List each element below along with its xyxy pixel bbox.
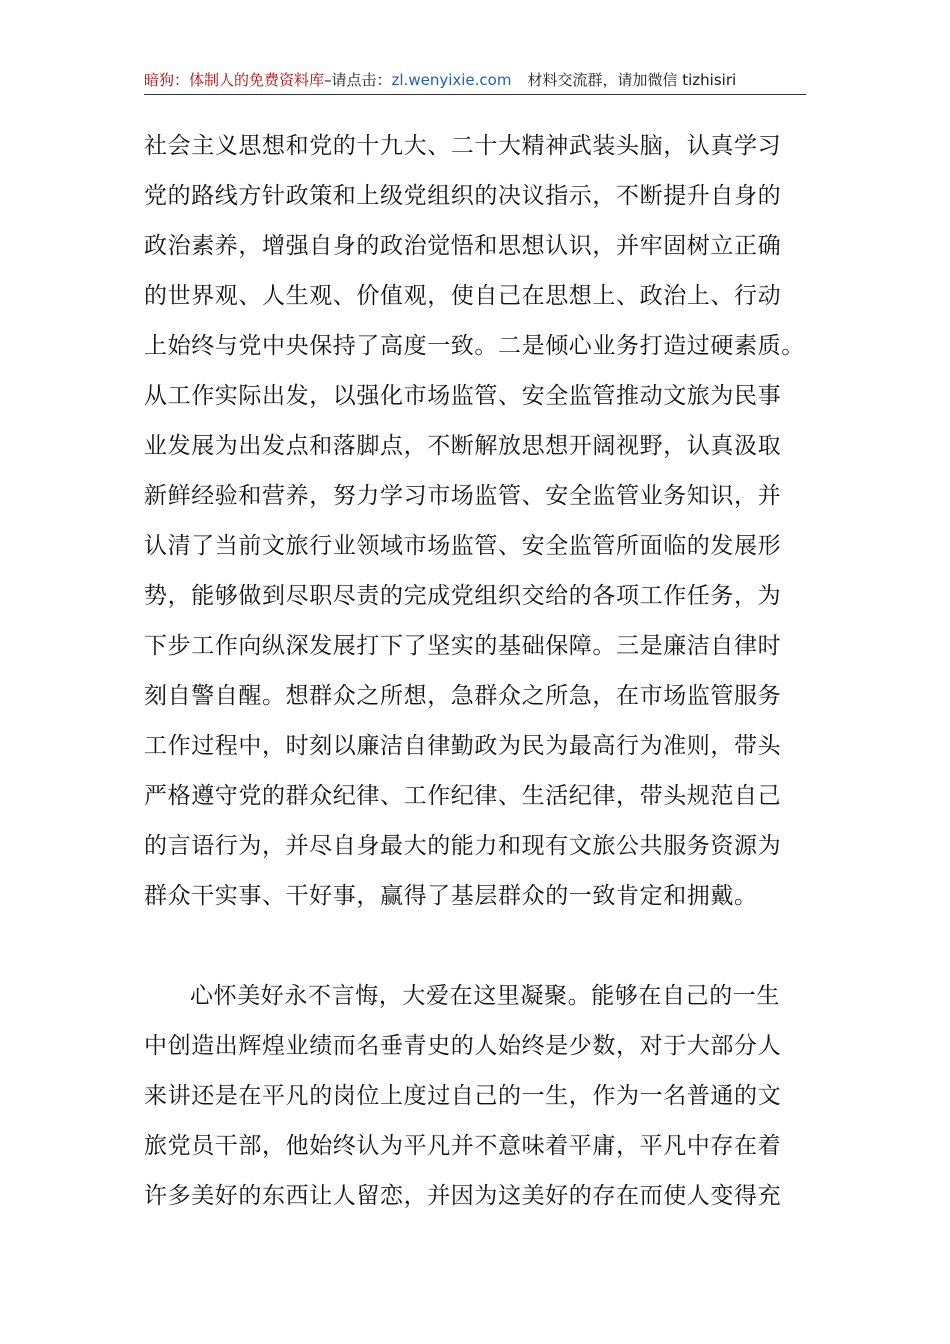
text-line: 严格遵守党的群众纪律、工作纪律、生活纪律，带头规范自己 xyxy=(144,783,782,809)
text-line: 上始终与党中央保持了高度一致。二是倾心业务打造过硬素质。 xyxy=(144,333,805,359)
text-line: 许多美好的东西让人留恋，并因为这美好的存在而使人变得充 xyxy=(144,1183,782,1209)
text-line: 刻自警自醒。想群众之所想，急群众之所急，在市场监管服务 xyxy=(144,683,782,709)
paragraph-spacer xyxy=(144,921,809,971)
header-divider xyxy=(144,94,806,95)
text-line: 业发展为出发点和落脚点，不断解放思想开阔视野，认真汲取 xyxy=(144,433,782,459)
text-line: 认清了当前文旅行业领域市场监管、安全监管所面临的发展形 xyxy=(144,533,782,559)
header-link[interactable]: zl.wenyixie.com xyxy=(391,71,512,89)
text-line: 社会主义思想和党的十九大、二十大精神武装头脑，认真学习 xyxy=(144,133,782,159)
paragraph-2 xyxy=(144,971,809,1221)
text-line: 旅党员干部，他始终认为平凡并不意味着平庸，平凡中存在着 xyxy=(144,1133,782,1159)
text-line: 从工作实际出发，以强化市场监管、安全监管推动文旅为民事 xyxy=(144,383,782,409)
text-line: 新鲜经验和营养，努力学习市场监管、安全监管业务知识，并 xyxy=(144,483,782,509)
text-line: 来讲还是在平凡的岗位上度过自己的一生，作为一名普通的文 xyxy=(144,1083,782,1109)
text-line: 心怀美好永不言悔，大爱在这里凝聚。能够在自己的一生 xyxy=(190,983,780,1009)
document-body xyxy=(144,121,809,1221)
text-line: 政治素养，增强自身的政治觉悟和思想认识，并牢固树立正确 xyxy=(144,233,782,259)
text-line: 势，能够做到尽职尽责的完成党组织交给的各项工作任务，为 xyxy=(144,583,782,609)
text-line: 中创造出辉煌业绩而名垂青史的人始终是少数，对于大部分人 xyxy=(144,1033,782,1059)
text-line: 的世界观、人生观、价值观，使自己在思想上、政治上、行动 xyxy=(144,283,782,309)
text-line: 党的路线方针政策和上级党组织的决议指示，不断提升自身的 xyxy=(144,183,782,209)
paragraph-1 xyxy=(144,121,809,921)
text-line: 的言语行为，并尽自身最大的能力和现有文旅公共服务资源为 xyxy=(144,833,782,859)
header-brand: 暗狗：体制人的免费资料库 xyxy=(144,71,325,89)
header-group-info: 材料交流群，请加微信 tizhisiri xyxy=(527,71,737,89)
page-header xyxy=(144,66,806,94)
text-line: 工作过程中，时刻以廉洁自律勤政为民为最高行为准则，带头 xyxy=(144,733,782,759)
header-prompt: –请点击： xyxy=(324,71,392,89)
text-line: 下步工作向纵深发展打下了坚实的基础保障。三是廉洁自律时 xyxy=(144,633,782,659)
text-line: 群众干实事、干好事，赢得了基层群众的一致肯定和拥戴。 xyxy=(144,883,758,909)
